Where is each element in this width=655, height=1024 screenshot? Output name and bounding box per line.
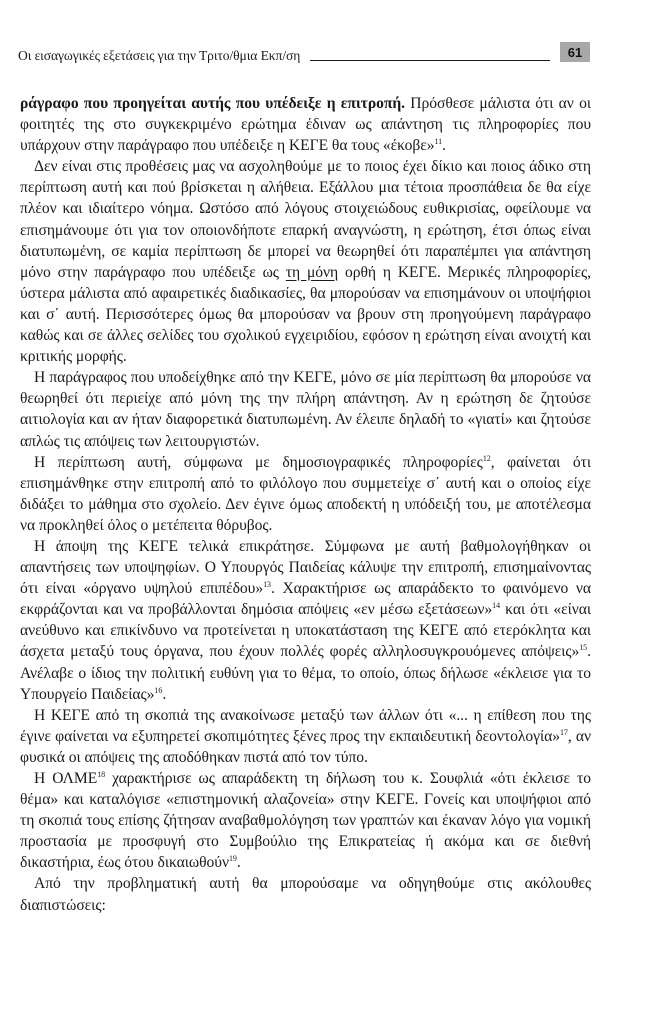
paragraph-7 <box>20 768 591 873</box>
footnote-marker: 17 <box>559 727 568 737</box>
paragraph-text: Η παράγραφος που υποδείχθηκε από την ΚΕΓΕ, μόνο σε μία περίπτωση θα μπορούσε να θεωρηθεί ότι περιείχε από μόνη της την πλήρη απάντηση. Αν η ερώτηση δε ζητούσε αιτιολογία και αν ήταν διαφορετικά διατυπωμένη. Αν έλειπε δηλαδή το «γιατί» και ζητούσε απλώς τις απόψεις των λειτουργιστών. <box>20 369 591 450</box>
paragraph-8 <box>20 873 591 915</box>
body-text <box>20 93 591 916</box>
paragraph-text: Από την προβληματική αυτή θα μπορούσαμε να οδηγηθούμε στις ακόλουθες διαπιστώσεις: <box>20 875 591 914</box>
footnote-marker: 14 <box>492 601 501 611</box>
paragraph-3 <box>20 367 591 451</box>
paragraph-text: Η ΟΛΜΕ <box>34 770 98 787</box>
paragraph-2 <box>20 156 591 367</box>
bold-lead: ράγραφο που προηγείται αυτής που υπέδειξε η επιτροπή. <box>20 95 406 112</box>
footnote-marker: 13 <box>263 580 271 590</box>
footnote-marker: 18 <box>97 770 106 779</box>
paragraph-6 <box>20 705 591 768</box>
paragraph-text: , αν φυσικά οι απόψεις της αποδόθηκαν πιστά από τον τύπο. <box>20 727 591 766</box>
footnote-marker: 12 <box>482 453 491 463</box>
running-title: Οι εισαγωγικές εξετάσεις για την Τριτο/θμια Εκπ/ση <box>18 48 301 63</box>
paragraph-text: . <box>162 685 167 703</box>
footnote-marker: 11 <box>434 137 443 147</box>
paragraph-text: . <box>236 854 241 872</box>
paragraph-5 <box>20 536 591 705</box>
paragraph-text: . <box>442 137 446 155</box>
underlined-phrase: τη μόνη <box>285 263 339 281</box>
paragraph-text: Η περίπτωση αυτή, σύμφωνα με δημοσιογραφικές πληροφορίες <box>34 453 483 471</box>
footnote-marker: 19 <box>228 854 237 864</box>
paragraph-text: Δεν είναι στις προθέσεις μας να ασχοληθούμε με το ποιος έχει δίκιο και ποιος άδικο στη περίπτωση αυτή και πού βρίσκεται η αλήθεια. Εξάλλου μια τέτοια προσπάθεια δε θα είχε πλέον και ιδιαίτερο νόημα. Ωστόσο από λόγους στοιχειώδους ευθικρισίας, οφείλουμε να επισημάνουμε ότι για τον οποιονδήποτε επαρκή αναγνώστη, η ερώτηση, έτσι όπως είναι διατυπωμένη, σε καμία περίπτωση δε μπορεί να θεωρηθεί ότι παραπέμπει για απάντηση μόνο στην παράγραφο που υπέδειξε ως <box>20 158 591 281</box>
paragraph-text: ορθή η ΚΕΓΕ. Μερικές πληροφορίες, ύστερα μάλιστα από αφαιρετικές διαδικασίες, θα μπορούσαν να επισημάνουν οι υποψήφιοι και σ΄ αυτή. Περισσότερες όμως θα μπορούσαν να βρουν στη προηγούμενη παράγραφο καθώς και σε άλλες σελίδες του σχολικού εγχειριδίου, εφόσον η ερώτηση είναι ανοιχτή και κριτικής μορφής. <box>20 263 591 366</box>
paragraph-text: Η ΚΕΓΕ από τη σκοπιά της ανακοίνωσε μεταξύ των άλλων ότι «... η επίθεση που της έγινε φαίνεται να εξυπηρετεί σκοπιμότητες ξένες προς την εκπαιδευτική δεοντολογία» <box>20 706 591 745</box>
paragraph-text: . Χαρακτήρισε ως απαράδεκτο το φαινόμενο να εκφράζονται και να προβάλλονται δημόσια απόψεις «εν μέσω εξετάσεων» <box>20 580 592 619</box>
paragraph-text: . Ανέλαβε ο ίδιος την πολιτική ευθύνη για το θέμα, το οποίο, όπως δήλωσε «έκλεισε για το Υπουργείο Παιδείας» <box>20 643 591 703</box>
paragraph-text: και ότι «είναι ανεύθυνο και επικίνδυνο να προτείνεται η υποκατάσταση της ΚΕΓΕ από ετερόκλητα και άσχετα μεταξύ τους όργανα, που έχουν πολλές φορές αλληλοσυγκρουόμενες απόψεις» <box>20 601 592 661</box>
paragraph-1 <box>20 93 591 156</box>
paragraph-4 <box>20 452 591 536</box>
paragraph-text: , φαίνεται ότι επισημάνθηκε στην επιτροπή από το φιλόλογο που συμμετείχε σ΄ αυτή και ο οποίος είχε διδάξει το μάθημα στο σχολείο. Δεν έγινε όμως αποδεκτή η υπόδειξή του, με αποτέλεσμα να προκληθεί όλος ο μετέπειτα θόρυβος. <box>20 453 591 534</box>
paragraph-text: Η άποψη της ΚΕΓΕ τελικά επικράτησε. Σύμφωνα με αυτή βαθμολογήθηκαν οι απαντήσεις των υποψηφίων. Ο Υπουργός Παιδείας κάλυψε την επιτροπή, επισημαίνοντας ότι είναι «όργανο υψηλού επιπέδου» <box>20 537 591 598</box>
footnote-marker: 15 <box>579 643 588 653</box>
header-rule <box>310 60 550 61</box>
paragraph-text: χαρακτήρισε ως απαράδεκτη τη δήλωση του κ. Σουφλιά «ότι έκλεισε το θέμα» και καταλόγισε «επιστημονική αλαζονεία» στην ΚΕΓΕ. Γονείς και υποψήφιοι από τη σκοπιά τους επίσης ζήτησαν αναβαθμολόγηση των γραπτών και έκαναν λόγο για νομική προστασία με προσφυγή στο Συμβούλιο της Επικρατείας ή ακόμα και σε διεθνή δικαστήρια, έως ότου δικαιωθούν <box>20 770 592 872</box>
page-number: 61 <box>560 42 590 62</box>
paragraph-text: Πρόσθεσε μάλιστα ότι αν οι φοιτητές της στο συγκεκριμένο ερώτημα έδιναν ως απάντηση τις πληροφορίες που υπάρχουν στην παράγραφο που υπέδειξε η ΚΕΓΕ θα τους «έκοβε» <box>20 95 591 155</box>
running-header <box>18 44 590 64</box>
footnote-marker: 16 <box>154 685 163 695</box>
